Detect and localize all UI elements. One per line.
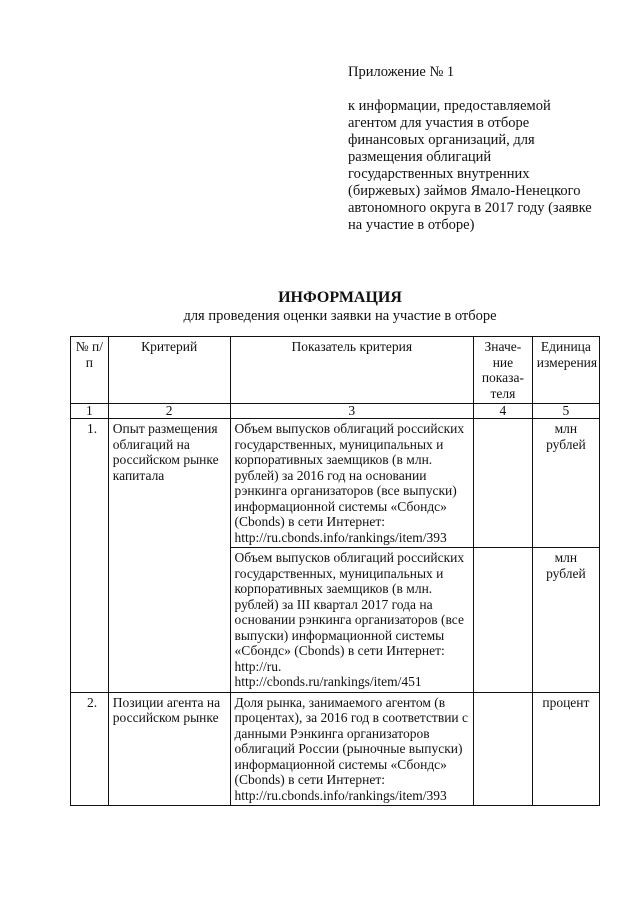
unit-cell: млн рублей	[532, 419, 599, 548]
column-index: 1	[71, 404, 109, 419]
unit-cell: процент	[532, 692, 599, 806]
header-unit: Единица измерения	[532, 337, 599, 404]
indicator-cell: Доля рынка, занимаемого агентом (в процентах), за 2016 год в соответствии с данными Рэнкинга организаторов облигаций России (рыночные выпуски) информационной системы «Сбондс» (Cbonds) в сети Интернет: http://ru.cbonds.info/rankings/item/393	[230, 692, 474, 806]
appendix-title: Приложение № 1	[348, 64, 455, 80]
value-cell	[474, 548, 533, 693]
criterion-cell: Позиции агента на российском рынке	[108, 692, 230, 806]
table-header-row	[71, 337, 600, 404]
unit-cell: млн рублей	[532, 548, 599, 693]
value-cell	[474, 419, 533, 548]
appendix-block	[348, 64, 608, 234]
column-index: 5	[532, 404, 599, 419]
row-number: 1.	[71, 419, 109, 693]
table-row	[71, 419, 600, 548]
header-value: Значе-ние показа-теля	[474, 337, 533, 404]
column-index: 3	[230, 404, 474, 419]
criterion-cell: Опыт размещения облигаций на российском рынке капитала	[108, 419, 230, 693]
document-subtitle: для проведения оценки заявки на участие в отборе	[183, 308, 497, 324]
header-indicator: Показатель критерия	[230, 337, 474, 404]
header-num: № п/п	[71, 337, 109, 404]
appendix-description: к информации, предоставляемой агентом для участия в отборе финансовых организаций, для размещения облигаций государственных внутренних (биржевых) займов Ямало-Ненецкого автономного округа в 2017 году (заявке на участие в отборе)	[348, 98, 592, 233]
header-criterion: Критерий	[108, 337, 230, 404]
value-cell	[474, 692, 533, 806]
table-row	[71, 692, 600, 806]
document-title: ИНФОРМАЦИЯ	[278, 289, 402, 306]
criteria-table	[70, 336, 600, 806]
row-number: 2.	[71, 692, 109, 806]
document-heading	[0, 288, 640, 325]
column-index: 2	[108, 404, 230, 419]
indicator-cell: Объем выпусков облигаций российских государственных, муниципальных и корпоративных заемщиков (в млн. рублей) за III квартал 2017 года на основании рэнкинга организаторов (все выпуски) информационной системы «Сбондс» (Cbonds) в сети Интернет: http://ru. http://cbonds.ru/rankings/item/451	[230, 548, 474, 693]
indicator-cell: Объем выпусков облигаций российских государственных, муниципальных и корпоративных заемщиков (в млн. рублей) за 2016 год на основании рэнкинга организаторов (все выпуски) информационной системы «Сбондс» (Cbonds) в сети Интернет: http://ru.cbonds.info/rankings/item/393	[230, 419, 474, 548]
column-index: 4	[474, 404, 533, 419]
column-index-row	[71, 404, 600, 419]
